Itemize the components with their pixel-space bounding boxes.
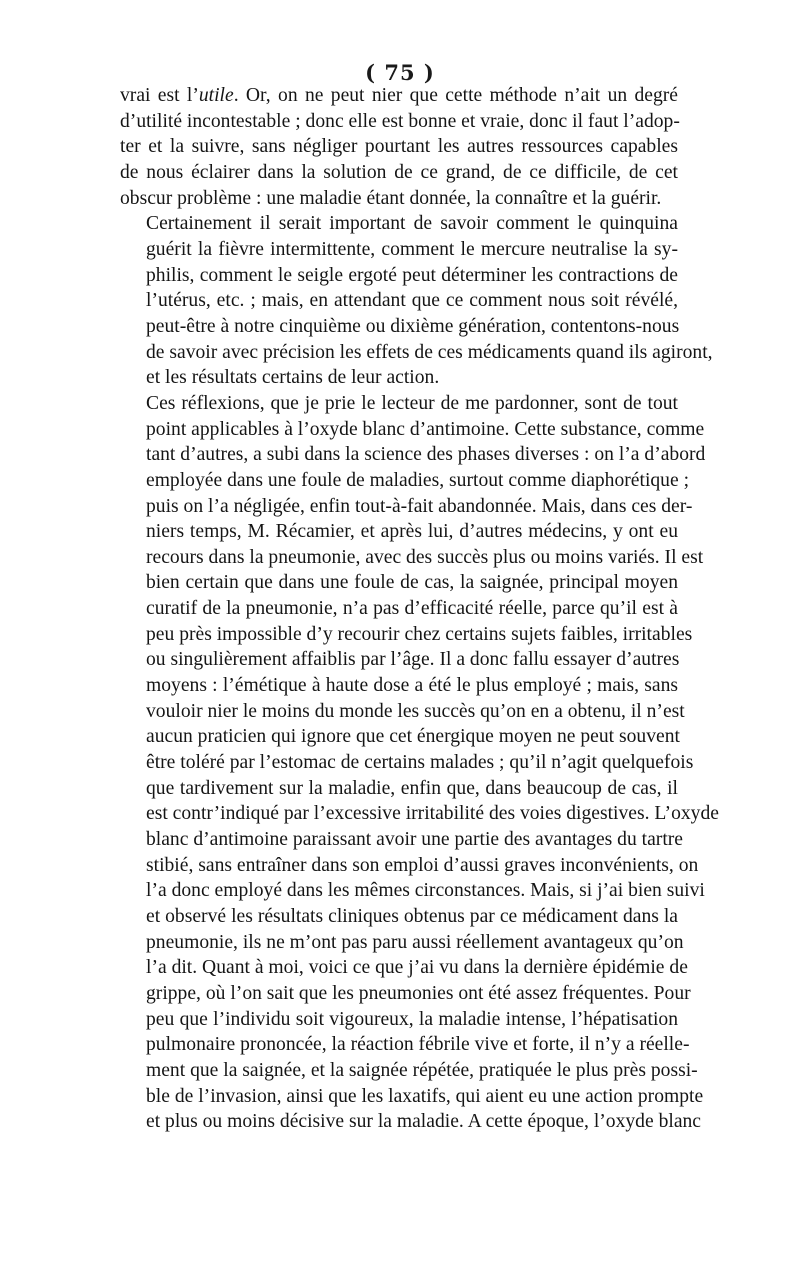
text-line: stibié, sans entraîner dans son emploi d’aussi graves inconvénients, on [146, 854, 699, 876]
text-line: et plus ou moins décisive sur la maladie. A cette époque, l’oxyde blanc [146, 1111, 702, 1133]
text-line: pneumonie, ils ne m’ont pas paru aussi réellement avantageux qu’on [146, 931, 684, 953]
text-line: que tardivement sur la maladie, enfin que, dans beaucoup de cas, il [146, 777, 678, 799]
text-line: blanc d’antimoine paraissant avoir une partie des avantages du tartre [146, 829, 683, 851]
text-line: de savoir avec précision les effets de ces médicaments quand ils agiront, [146, 341, 713, 363]
text-line: l’a dit. Quant à moi, voici ce que j’ai vu dans la dernière épidémie de [146, 957, 688, 979]
text-line: obscur problème : une maladie étant donnée, la connaître et la guérir. [120, 187, 662, 209]
text-line: Certainement il serait important de savoir comment le quinquina [146, 213, 678, 235]
text-line: pulmonaire prononcée, la réaction fébrile vive et forte, il n’y a réelle- [146, 1034, 690, 1056]
text-line: ou singulièrement affaiblis par l’âge. Il a donc fallu essayer d’autres [146, 649, 680, 671]
paragraph-1 [120, 83, 678, 211]
text-line: niers temps, M. Récamier, et après lui, d’autres médecins, y ont eu [146, 521, 678, 543]
text-line: ter et la suivre, sans négliger pourtant les autres ressources capables [120, 136, 678, 158]
text-line: puis on l’a négligée, enfin tout-à-fait abandonnée. Mais, dans ces der- [146, 495, 693, 517]
text-line: point applicables à l’oxyde blanc d’antimoine. Cette substance, comme [146, 418, 705, 440]
emphasized-word: utile [198, 85, 234, 106]
text-line: moyens : l’émétique à haute dose a été le plus employé ; mais, sans [146, 675, 678, 697]
text-line: de nous éclairer dans la solution de ce grand, de ce difficile, de cet [120, 161, 678, 183]
text-line: être toléré par l’estomac de certains malades ; qu’il n’agit quelquefois [146, 752, 694, 774]
text-line: bien certain que dans une foule de cas, la saignée, principal moyen [146, 572, 678, 594]
paragraph-3 [120, 391, 719, 1135]
text-line: vouloir nier le moins du monde les succès qu’on en a obtenu, il n’est [146, 700, 685, 722]
text-line: peu que l’individu soit vigoureux, la maladie intense, l’hépatisation [146, 1008, 678, 1030]
text-line: et les résultats certains de leur action. [146, 367, 440, 389]
text-line: philis, comment le seigle ergoté peut déterminer les contractions de [146, 264, 678, 286]
body-text [120, 83, 719, 1135]
text-line: est contr’indiqué par l’excessive irritabilité des voies digestives. L’oxyde [146, 803, 719, 825]
text-line: curatif de la pneumonie, n’a pas d’efficacité réelle, parce qu’il est à [146, 598, 678, 620]
text-line: ment que la saignée, et la saignée répétée, pratiquée le plus près possi- [146, 1059, 698, 1081]
paragraph-2 [120, 211, 713, 391]
page-number: ( 75 ) [365, 60, 435, 85]
text-line: peu près impossible d’y recourir chez certains sujets faibles, irritables [146, 623, 693, 645]
text-line: l’utérus, etc. ; mais, en attendant que ce comment nous soit révélé, [146, 290, 678, 312]
text-line: peut-être à notre cinquième ou dixième génération, contentons-nous [146, 315, 680, 337]
text-line: tant d’autres, a subi dans la science des phases diverses : on l’a d’abord [146, 444, 706, 466]
text-line: et observé les résultats cliniques obtenus par ce médicament dans la [146, 906, 678, 927]
text-line: d’utilité incontestable ; donc elle est bonne et vraie, donc il faut l’adop- [120, 110, 680, 132]
text-line: Ces réflexions, que je prie le lecteur de me pardonner, sont de tout [146, 392, 678, 414]
text-line: l’a donc employé dans les mêmes circonstances. Mais, si j’ai bien suivi [146, 880, 705, 902]
text-line: ble de l’invasion, ainsi que les laxatifs, qui aient eu une action prompte [146, 1085, 704, 1107]
text-line: grippe, où l’on sait que les pneumonies ont été assez fréquentes. Pour [146, 982, 691, 1004]
text-line: vrai est l’utile. Or, on ne peut nier que cette méthode n’ait un degré [120, 85, 678, 106]
text-line: guérit la fièvre intermittente, comment le mercure neutralise la sy- [146, 238, 678, 260]
text-line: aucun praticien qui ignore que cet énergique moyen ne peut souvent [146, 726, 680, 748]
text-line: employée dans une foule de maladies, surtout comme diaphorétique ; [146, 469, 690, 491]
text-line: recours dans la pneumonie, avec des succès plus ou moins variés. Il est [146, 546, 704, 568]
